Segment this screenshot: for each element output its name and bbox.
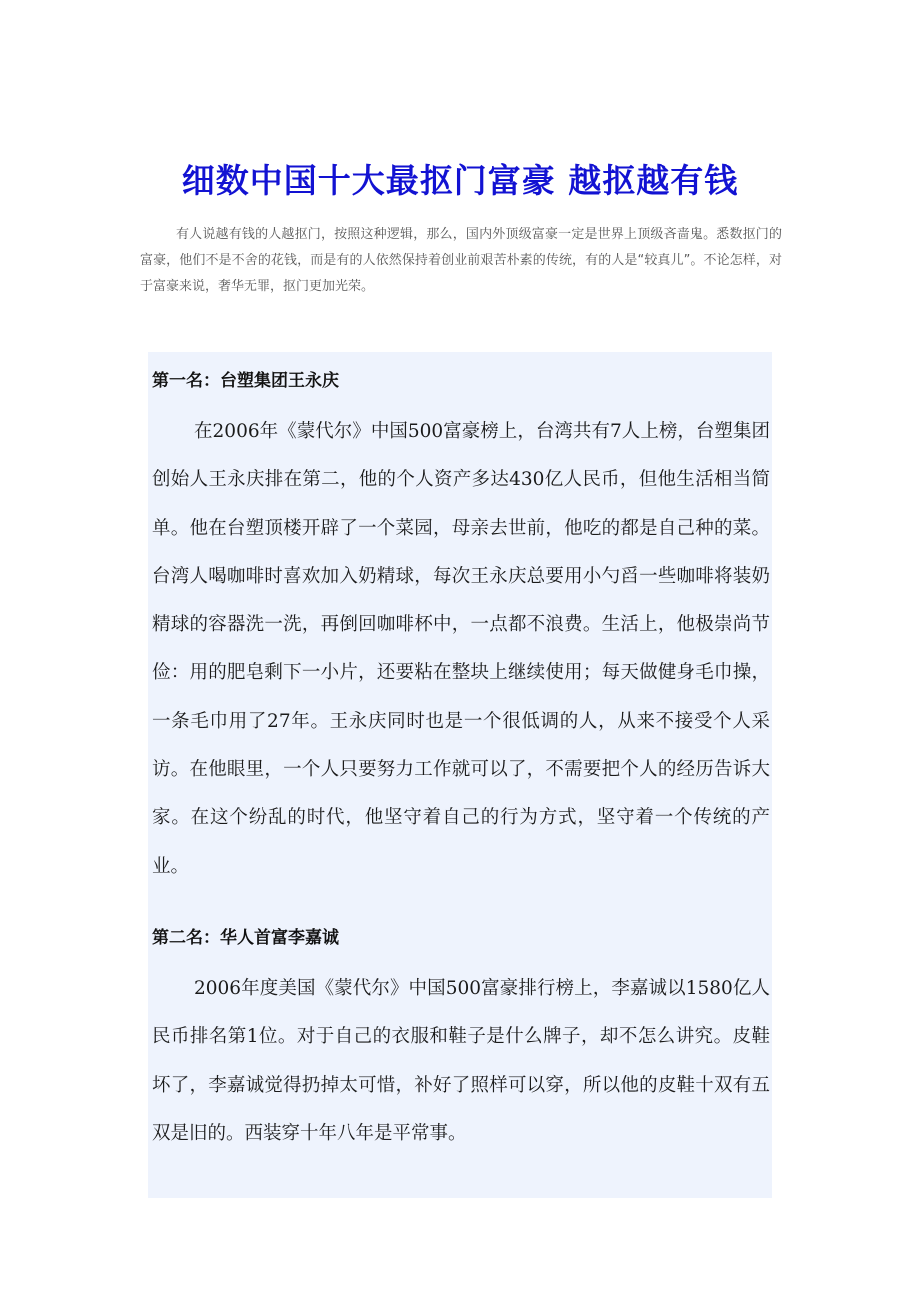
section-rank-1 — [148, 352, 772, 891]
intro-paragraph: 有人说越有钱的人越抠门，按照这种逻辑，那么，国内外顶级富豪一定是世界上顶级吝啬鬼。悉数抠门的富豪，他们不是不舍的花钱，而是有的人依然保持着创业前艰苦朴素的传统，有的人是“较真儿”。不论怎样，对于富豪来说，奢华无罪，抠门更加光荣。 — [140, 227, 782, 294]
content-box — [148, 352, 772, 1198]
section-heading: 第二名：华人首富李嘉诚 — [152, 927, 339, 948]
section-body: 在2006年《蒙代尔》中国500富豪榜上，台湾共有7人上榜，台塑集团创始人王永庆排在第二，他的个人资产多达430亿人民币，但他生活相当简单。他在台塑顶楼开辟了一个菜园，母亲去世前，他吃的都是自己种的菜。台湾人喝咖啡时喜欢加入奶精球，每次王永庆总要用小勺舀一些咖啡将装奶精球的容器洗一洗，再倒回咖啡杯中，一点都不浪费。生活上，他极崇尚节俭：用的肥皂剩下一小片，还要粘在整块上继续使用；每天做健身毛巾操，一条毛巾用了27年。王永庆同时也是一个很低调的人，从来不接受个人采访。在他眼里，一个人只要努力工作就可以了，不需要把个人的经历告诉大家。在这个纷乱的时代，他坚守着自己的行为方式，坚守着一个传统的产业。 — [152, 421, 770, 877]
section-body: 2006年度美国《蒙代尔》中国500富豪排行榜上，李嘉诚以1580亿人民币排名第1位。对于自己的衣服和鞋子是什么牌子，却不怎么讲究。皮鞋坏了，李嘉诚觉得扔掉太可惜，补好了照样可以穿，所以他的皮鞋十双有五双是旧的。西装穿十年八年是平常事。 — [152, 977, 770, 1144]
section-rank-2 — [148, 891, 772, 1158]
section-heading: 第一名：台塑集团王永庆 — [152, 371, 339, 391]
page-title: 细数中国十大最抠门富豪 越抠越有钱 — [181, 161, 739, 201]
